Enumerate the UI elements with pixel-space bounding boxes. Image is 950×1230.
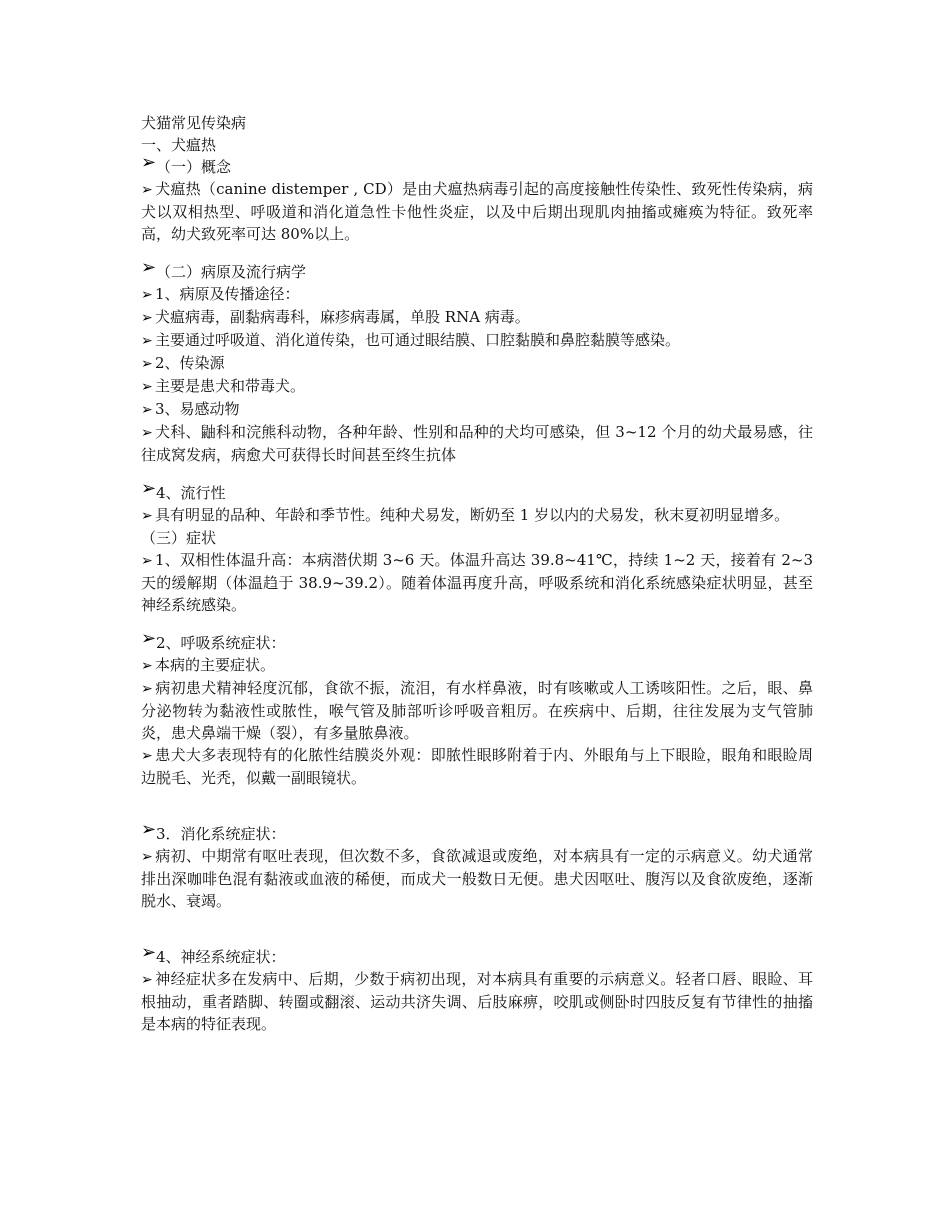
etiology-item-4-text: 犬科、鼬科和浣熊科动物，各种年龄、性别和品种的犬均可感染，但 3~12 个月的幼犬最易感，往往成窝发病，病愈犬可获得长时间甚至终生抗体 (141, 423, 813, 464)
resp-item-3-text: 患犬大多表现特有的化脓性结膜炎外观：即脓性眼眵附着于内、外眼角与上下眼睑，眼角和眼睑周边脱毛、光秃，似戴一副眼镜状。 (141, 746, 813, 787)
arrow-bullet-icon: ➢ (141, 402, 153, 418)
arrow-bullet-icon: ➢ (141, 287, 153, 303)
resp-heading-row (141, 628, 813, 654)
arrow-bullet-icon: ➢ (141, 972, 153, 988)
etiology-sub-1 (141, 283, 813, 306)
symptom-1-paragraph (141, 549, 813, 616)
digest-heading-row (141, 819, 813, 845)
epidemic-heading: 4、流行性 (156, 484, 226, 502)
etiology-sub-1-text: 1、病原及传播途径： (155, 285, 300, 303)
resp-item-1-text: 本病的主要症状。 (155, 656, 276, 674)
etiology-item-3-text: 主要是患犬和带毒犬。 (155, 377, 306, 395)
epidemic-paragraph (141, 504, 813, 527)
etiology-item-1-text: 犬瘟病毒，副黏病毒科，麻疹病毒属，单股 RNA 病毒。 (155, 308, 530, 326)
arrow-bullet-icon: ➢ (141, 257, 157, 278)
etiology-item-2-text: 主要通过呼吸道、消化道传染，也可通过眼结膜、口腔黏膜和鼻腔黏膜等感染。 (155, 331, 681, 349)
etiology-sub-3-text: 3、易感动物 (155, 400, 240, 418)
arrow-bullet-icon: ➢ (141, 849, 153, 865)
etiology-item-3 (141, 375, 813, 398)
neuro-item-1 (141, 968, 813, 1035)
arrow-bullet-icon: ➢ (141, 425, 153, 441)
arrow-bullet-icon: ➢ (141, 628, 157, 649)
document-title: 犬猫常见传染病 (141, 114, 247, 132)
arrow-bullet-icon: ➢ (141, 333, 153, 349)
etiology-sub-3 (141, 398, 813, 421)
resp-item-2-text: 病初患犬精神轻度沉郁，食欲不振，流泪，有水样鼻液，时有咳嗽或人工诱咳阳性。之后，眼、鼻分泌物转为黏液性或脓性，喉气管及肺部听诊呼吸音粗厉。在疾病中、后期，往往发展为支气管肺炎，患犬鼻端干燥（裂），有多量脓鼻液。 (141, 679, 813, 742)
digest-heading: 3．消化系统症状： (156, 825, 286, 843)
etiology-sub-2-text: 2、传染源 (155, 354, 225, 372)
neuro-item-1-text: 神经症状多在发病中、后期，少数于病初出现，对本病具有重要的示病意义。轻者口唇、眼睑、耳根抽动，重者踏脚、转圈或翻滚、运动共济失调、后肢麻痹，咬肌或侧卧时四肢反复有节律性的抽搐是本病的特征表现。 (141, 970, 813, 1033)
resp-item-2 (141, 677, 813, 744)
resp-item-1 (141, 654, 813, 677)
etiology-item-4 (141, 421, 813, 466)
neuro-heading: 4、神经系统症状： (156, 948, 286, 966)
arrow-bullet-icon: ➢ (141, 356, 153, 372)
arrow-bullet-icon: ➢ (141, 310, 153, 326)
etiology-item-2 (141, 329, 813, 352)
etiology-heading: （二）病原及流行病学 (156, 263, 307, 281)
arrow-bullet-icon: ➢ (141, 478, 157, 499)
etiology-heading-row (141, 257, 813, 283)
section-heading-distemper: 一、犬瘟热 (141, 136, 217, 154)
digest-item-1-text: 病初、中期常有呕吐表现，但次数不多，食欲减退或废绝，对本病具有一定的示病意义。幼犬通常排出深咖啡色混有黏液或血液的稀便，而成犬一般数日无便。患犬因呕吐、腹泻以及食欲废绝，逐渐脱水、衰竭。 (141, 847, 813, 910)
concept-text: 犬瘟热（canine distemper , CD）是由犬瘟热病毒引起的高度接触性传染性、致死性传染病，病犬以双相热型、呼吸道和消化道急性卡他性炎症，以及中后期出现肌肉抽搐或瘫痪为特征。致死率高，幼犬致死率可达 80%以上。 (141, 180, 813, 243)
arrow-bullet-icon: ➢ (141, 152, 157, 173)
symptoms-heading: （三）症状 (141, 529, 217, 547)
symptom-1-text: 1、双相性体温升高：本病潜伏期 3~6 天。体温升高达 39.8~41℃，持续 1~2 天，接着有 2~3 天的缓解期（体温趋于 38.9~39.2）。随着体温再度升高，呼吸系统和消化系统感染症状明显，甚至神经系统感染。 (141, 551, 813, 614)
epidemic-heading-row (141, 478, 813, 504)
arrow-bullet-icon: ➢ (141, 553, 153, 569)
arrow-bullet-icon: ➢ (141, 182, 153, 198)
arrow-bullet-icon: ➢ (141, 681, 153, 697)
etiology-item-1 (141, 306, 813, 329)
concept-heading: （一）概念 (156, 158, 232, 176)
epidemic-text: 具有明显的品种、年龄和季节性。纯种犬易发，断奶至 1 岁以内的犬易发，秋末夏初明显增多。 (155, 506, 790, 524)
concept-paragraph (141, 178, 813, 245)
arrow-bullet-icon: ➢ (141, 942, 157, 963)
arrow-bullet-icon: ➢ (141, 508, 153, 524)
arrow-bullet-icon: ➢ (141, 379, 153, 395)
resp-item-3 (141, 744, 813, 789)
etiology-sub-2 (141, 352, 813, 375)
digest-item-1 (141, 845, 813, 912)
concept-heading-row (141, 152, 813, 178)
arrow-bullet-icon: ➢ (141, 658, 153, 674)
arrow-bullet-icon: ➢ (141, 819, 157, 840)
arrow-bullet-icon: ➢ (141, 748, 153, 764)
resp-heading: 2、呼吸系统症状： (156, 634, 286, 652)
document-page (141, 112, 813, 1035)
neuro-heading-row (141, 942, 813, 968)
